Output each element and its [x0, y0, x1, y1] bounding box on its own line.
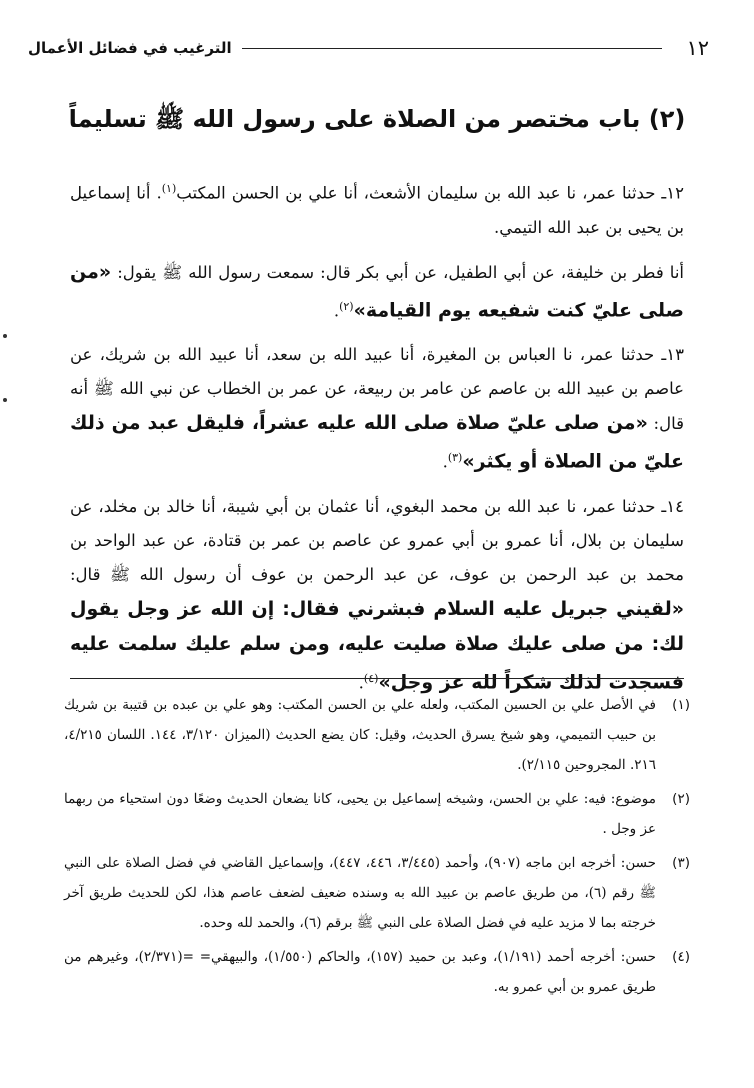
hadith-number: ١٣ـ: [661, 345, 684, 364]
footnote-mark: (٤): [672, 949, 690, 965]
hadith-number: ١٢ـ: [661, 183, 684, 203]
footnote-item: [64, 690, 690, 780]
footnotes: [64, 690, 690, 1006]
hadith-quote: «من صلى عليّ كنت شفيعه يوم القيامة»: [70, 260, 684, 321]
hadith-text: أنا فطر بن خليفة، عن أبي الطفيل، عن أبي بكر قال: سمعت رسول الله ﷺ يقول:: [117, 262, 684, 282]
hadith-text: حدثنا عمر، نا عبد الله بن سليمان الأشعث، أنا علي بن الحسن المكتب: [176, 183, 656, 203]
footnote-ref: (٢): [339, 299, 354, 313]
hadith-12: [70, 172, 684, 245]
page-header: [28, 30, 709, 66]
footnote-text: حسن: أخرجه ابن ماجه (٩٠٧)، وأحمد (٣/٤٤٥، ٤٤٦، ٤٤٧)، وإسماعيل القاضي في فضل الصلاة على النبي ﷺ رقم (٦)، من طريق عاصم بن عبيد الله به وسنده ضعيف لضعف عاصم هذا، لكن للحديث طريق آخر خرجته بما لا مزيد عليه في فضل الصلاة على النبي ﷺ برقم (٦)، والحمد لله وحده.: [64, 855, 656, 931]
hadith-text-tail: .: [358, 673, 364, 692]
footnote-separator: [70, 678, 684, 679]
hadith-text: حدثنا عمر، نا عبد الله بن محمد البغوي، أنا عثمان بن أبي شيبة، أنا خالد بن مخلد، عن سليمان بن بلال، أنا عمرو بن أبي عمرو عن عاصم بن عمر بن قتادة، عن عبد الواحد بن محمد بن عبد الرحمن بن عوف، عن عبد الرحمن بن عوف أن رسول الله ﷺ قال:: [70, 496, 684, 584]
header-rule: [242, 48, 663, 49]
hadith-quote: «من صلى عليّ صلاة صلى الله عليه عشراً، فليقل عبد من ذلك عليّ من الصلاة أو يكثر»: [70, 412, 684, 473]
page-number: ١٢: [686, 36, 709, 60]
footnote-text: موضوع: فيه: علي بن الحسن، وشيخه إسماعيل بن يحيى، كانا يضعان الحديث وضعًا دون استحياء من ربهما عز وجل .: [64, 791, 656, 837]
hadith-13: [70, 338, 684, 480]
margin-mark: [3, 398, 7, 402]
footnote-mark: (٢): [672, 791, 690, 807]
footnote-ref: (١): [161, 182, 177, 195]
footnote-item: [64, 848, 690, 938]
hadith-14: [70, 490, 684, 701]
hadith-text-tail: .: [442, 452, 448, 472]
book-title: الترغيب في فضائل الأعمال: [28, 39, 232, 57]
footnote-text: حسن: أخرجه أحمد (١/١٩١)، وعبد بن حميد (١٥٧)، والحاكم (١/٥٥٠)، والبيهقي= =(٢/٣٧١)، وغيرهم من طريق عمرو بن أبي عمرو به.: [64, 949, 657, 995]
footnote-text: في الأصل علي بن الحسين المكتب، ولعله علي بن الحسن المكتب: وهو علي بن عبده بن قتيبة بن شريك بن حبيب التميمي، وهو شيخ يسرق الحديث، وقيل: كان يضع الحديث (الميزان ٣/١٢٠، ١٤٤. اللسان ٤/٢١٥، ٢١٦. المجروحين ٢/١١٥).: [64, 697, 656, 773]
footnote-item: [64, 942, 690, 1002]
footnote-ref: (٣): [447, 451, 463, 464]
hadith-text: حدثنا عمر، نا العباس بن المغيرة، أنا عبيد الله بن سعد، أنا عبيد الله بن شريك، عن عاصم بن عبيد الله بن عاصم عن عامر بن ربيعة، عن عمر بن الخطاب عن نبي الله ﷺ أنه قال:: [70, 345, 684, 433]
chapter-title: (٢) باب مختصر من الصلاة على رسول الله ﷺ تسليماً: [68, 105, 686, 133]
hadith-body: [70, 172, 684, 710]
footnote-item: [64, 784, 690, 844]
margin-mark: [3, 334, 7, 338]
hadith-number: ١٤ـ: [661, 496, 684, 516]
hadith-12-continued: [70, 255, 684, 329]
footnote-mark: (٣): [672, 855, 690, 871]
footnote-mark: (١): [672, 697, 690, 713]
hadith-quote: «لقيني جبريل عليه السلام فبشرني فقال: إن الله عز وجل يقول لك: من صلى عليك صلاة صليت عليه، ومن سلم عليك سلمت عليه فسجدت لذلك شكراً لله عز وجل»: [70, 597, 684, 693]
footnote-ref: (٤): [363, 671, 379, 685]
hadith-text-tail: . أنا إسماعيل بن يحيى بن عبد الله التيمي.: [70, 183, 684, 237]
hadith-text-tail: .: [333, 301, 340, 320]
